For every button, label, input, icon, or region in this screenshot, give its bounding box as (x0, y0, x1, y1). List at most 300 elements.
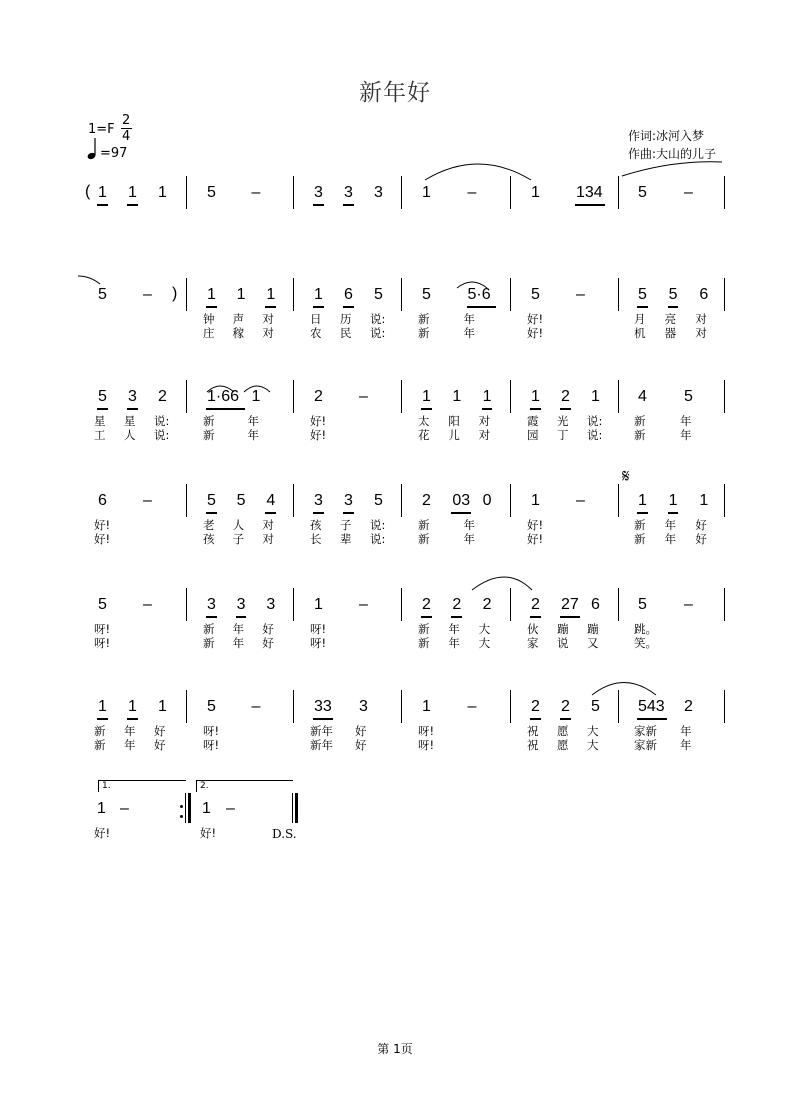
lyric-verse-2: 好! (527, 326, 544, 340)
lyric-verse-1: 新 (418, 518, 430, 532)
beam-underline (530, 616, 541, 618)
lyric-verse-1: 呀! (203, 724, 220, 738)
beam-underline (236, 616, 247, 618)
note: 5 (531, 286, 540, 303)
lyric-verse-2: 说: (154, 428, 170, 442)
barline (510, 690, 511, 723)
lyric-verse-1: 声 (232, 312, 245, 326)
note: 2 (531, 596, 540, 613)
note: 1 (531, 184, 540, 201)
note: 5 (422, 286, 431, 303)
lyric-verse-1: 年 (448, 622, 460, 636)
lyric-verse-2: 说: (370, 326, 386, 340)
lyric-verse-1: 呀! (418, 724, 435, 738)
lyric-verse-1: 好! (527, 312, 544, 326)
lyric-verse-2: 新 (418, 326, 430, 340)
note: 2 (422, 596, 431, 613)
lyric-verse-1: 亮 (664, 312, 677, 326)
beam-underline (313, 306, 324, 308)
note: 5 (207, 184, 216, 201)
ending-1-bracket (98, 780, 186, 781)
lyric-verse-2: 说: (370, 532, 386, 546)
quarter-note-icon (87, 137, 99, 161)
lyric-verse-1: 家新 (634, 724, 657, 738)
beam-underline (575, 204, 605, 206)
ending-2-note: 1 (202, 800, 211, 817)
lyric-verse-2: 对 (478, 428, 491, 442)
segno-icon: 𝄋 (622, 466, 630, 487)
beam-underline (451, 512, 471, 514)
barline (724, 588, 725, 621)
beam-underline (265, 306, 276, 308)
lyric-verse-1: 大 (478, 622, 491, 636)
lyric-verse-1: 人 (232, 518, 245, 532)
beam-underline (668, 306, 679, 308)
note: 5 (638, 184, 647, 201)
barline (293, 380, 294, 413)
lyric-verse-2: 工 (94, 428, 106, 442)
barline (618, 176, 619, 209)
lyric-verse-1: 年 (232, 622, 245, 636)
barline (724, 176, 725, 209)
lyric-verse-1: 老 (203, 518, 215, 532)
lyric-verse-1: 呀! (94, 622, 111, 636)
page-number: 第 1页 (377, 1042, 413, 1056)
beam-underline (530, 408, 541, 410)
slur (622, 162, 722, 176)
note: 1 (128, 698, 137, 715)
beam-underline (467, 306, 497, 308)
lyric-verse-2: 好 (695, 532, 707, 546)
lyric-verse-1: 月 (634, 312, 646, 326)
slur (472, 577, 532, 590)
lyric-verse-2: 新 (203, 428, 215, 442)
repeat-dot (180, 815, 183, 818)
lyric-verse-1: 好 (355, 724, 367, 738)
beam-underline (451, 616, 462, 618)
beam-underline (206, 616, 217, 618)
lyric-verse-2: 对 (262, 326, 274, 340)
ending-2-lyric: 好! (200, 826, 217, 840)
lyric-verse-2: 呀! (310, 636, 327, 650)
note: 1 (128, 184, 137, 201)
lyric-verse-1: 新年 (310, 724, 333, 738)
barline (293, 278, 294, 311)
lyric-verse-2: 呀! (94, 636, 111, 650)
note: 1 (531, 492, 540, 509)
beam-underline (482, 408, 493, 410)
beam-underline (313, 204, 324, 206)
lyric-verse-1: 说: (370, 518, 386, 532)
beam-underline (127, 204, 138, 206)
lyric-verse-1: 霞 (527, 414, 539, 428)
lyric-verse-2: 年 (680, 428, 692, 442)
note: – (467, 698, 477, 715)
lyric-verse-1: 好! (94, 518, 111, 532)
lyric-verse-2: 新 (418, 532, 430, 546)
barline (618, 588, 619, 621)
lyric-verse-2: 家新 (634, 738, 657, 752)
lyric-verse-1: 年 (664, 518, 677, 532)
barline (401, 690, 402, 723)
barline (724, 484, 725, 517)
lyric-verse-1: 说: (370, 312, 386, 326)
note: 2 (561, 698, 570, 715)
beam-underline (637, 718, 667, 720)
barline (186, 588, 187, 621)
lyric-verse-1: 蹦 (557, 622, 569, 636)
barline (293, 176, 294, 209)
lyric-verse-1: 跳。 (634, 622, 657, 636)
note: 1 (699, 492, 709, 509)
note: 1 (668, 492, 678, 509)
lyric-verse-2: 好! (527, 532, 544, 546)
note: 543 (638, 698, 665, 715)
lyric-verse-2: 新 (634, 532, 646, 546)
lyric-verse-2: 年 (232, 636, 245, 650)
note: 1 (482, 388, 492, 405)
lyric-verse-1: 新 (418, 622, 430, 636)
barline (186, 176, 187, 209)
lyric-verse-2: 说 (557, 636, 569, 650)
note: 2 (531, 698, 540, 715)
barline (618, 690, 619, 723)
note: 2 (314, 388, 323, 405)
lyric-verse-1: 说: (154, 414, 170, 428)
lyric-verse-1: 好! (527, 518, 544, 532)
note: 6 (344, 286, 353, 303)
beam-underline (560, 718, 571, 720)
lyric-verse-2: 祝 (527, 738, 539, 752)
beam-underline (530, 718, 541, 720)
note: 1 (638, 492, 647, 509)
lyric-verse-2: 机 (634, 326, 646, 340)
note: – (576, 492, 585, 509)
note: 3 (314, 492, 323, 509)
note: 2 (561, 388, 570, 405)
barline (401, 176, 402, 209)
repeat-thick-bar (188, 793, 191, 823)
lyric-verse-1: 星 (124, 414, 136, 428)
note: 5 (638, 596, 647, 613)
lyric-verse-2: 呀! (203, 738, 220, 752)
lyric-verse-2: 大 (478, 636, 491, 650)
song-title: 新年好 (359, 80, 431, 106)
key-signature: 1=F (88, 122, 115, 137)
beam-underline (97, 718, 108, 720)
barline (186, 380, 187, 413)
lyric-verse-2: 丁 (557, 428, 569, 442)
lyric-verse-1: 年 (680, 414, 692, 428)
note: 1 (452, 388, 462, 405)
note: 1 (98, 184, 107, 201)
note: – (359, 596, 368, 613)
note: 5 (207, 698, 216, 715)
beam-underline (421, 616, 432, 618)
barline (618, 278, 619, 311)
note: 1 (314, 286, 323, 303)
note: 03 (452, 492, 471, 509)
note: – (251, 184, 261, 201)
note: 1 (422, 698, 431, 715)
barline (293, 588, 294, 621)
note: – (251, 698, 261, 715)
note: 5 (98, 388, 107, 405)
lyric-verse-1: 好 (154, 724, 166, 738)
note: 4 (638, 388, 647, 405)
beam-underline (560, 616, 580, 618)
lyric-verse-1: 新 (634, 518, 646, 532)
note: 5 (98, 596, 107, 613)
ending-1-lyric: 好! (94, 826, 111, 840)
barline (293, 690, 294, 723)
lyric-verse-2: 又 (587, 636, 599, 650)
note: 2 (452, 596, 462, 613)
note: – (467, 184, 477, 201)
lyric-verse-1: 年 (247, 414, 259, 428)
lyric-verse-1: 新 (203, 414, 215, 428)
beam-underline (97, 204, 108, 206)
note: 1 (531, 388, 540, 405)
note: 1·66 (207, 388, 240, 405)
lyric-verse-1: 大 (587, 724, 599, 738)
lyric-verse-2: 新 (634, 428, 646, 442)
lyric-verse-1: 新 (418, 312, 430, 326)
lyric-verse-2: 新年 (310, 738, 333, 752)
lyric-verse-1: 新 (94, 724, 106, 738)
note: 5 (638, 286, 647, 303)
beam-underline (265, 512, 276, 514)
note: – (684, 184, 693, 201)
lyric-verse-2: 好! (94, 532, 111, 546)
note: 5 (236, 492, 246, 509)
note: 134 (576, 184, 603, 201)
lyric-verse-2: 年 (664, 532, 677, 546)
final-thick-bar (295, 793, 298, 823)
lyric-verse-1: 新 (634, 414, 646, 428)
lyric-verse-2: 好! (310, 428, 327, 442)
note: 0 (482, 492, 492, 509)
barline (186, 690, 187, 723)
lyric-verse-1: 对 (262, 518, 274, 532)
barline (510, 484, 511, 517)
lyric-verse-1: 子 (340, 518, 352, 532)
lyric-verse-2: 子 (232, 532, 245, 546)
lyric-verse-2: 年 (124, 738, 136, 752)
barline (401, 278, 402, 311)
ending-1-note: 1 (97, 800, 106, 817)
lyric-verse-1: 好 (262, 622, 274, 636)
note: 1 (422, 388, 431, 405)
lyric-verse-2: 家 (527, 636, 539, 650)
lyric-verse-2: 农 (310, 326, 322, 340)
lyric-verse-2: 大 (587, 738, 599, 752)
beam-underline (343, 306, 354, 308)
lyric-verse-1: 光 (557, 414, 569, 428)
lyric-verse-1: 日 (310, 312, 322, 326)
barline (510, 380, 511, 413)
note: 1 (314, 596, 323, 613)
note: 1 (266, 286, 276, 303)
note: – (143, 492, 152, 509)
lyric-verse-1: 好! (310, 414, 327, 428)
note: 3 (236, 596, 246, 613)
barline (510, 588, 511, 621)
lyric-verse-2: 庄 (203, 326, 215, 340)
barline (724, 380, 725, 413)
repeat-dot (180, 805, 183, 808)
final-thin-bar (292, 793, 293, 823)
lyricist-credit: 作词:冰河入梦 (628, 129, 705, 143)
lyric-verse-2: 新 (418, 636, 430, 650)
lyric-verse-1: 新 (203, 622, 215, 636)
lyric-verse-1: 祝 (527, 724, 539, 738)
note: 1 (158, 184, 167, 201)
slur (425, 164, 531, 180)
ending-2-label: 2. (200, 781, 209, 791)
beam-underline (421, 408, 432, 410)
note: 3 (266, 596, 276, 613)
beam-underline (206, 512, 217, 514)
note: 5 (98, 286, 107, 303)
lyric-verse-2: 年 (463, 532, 475, 546)
note: – (359, 388, 368, 405)
note: 1 (251, 388, 261, 405)
time-signature-top: 2 (122, 113, 131, 128)
lyric-verse-1: 历 (340, 312, 352, 326)
lyric-verse-1: 愿 (557, 724, 569, 738)
lyric-verse-2: 对 (262, 532, 274, 546)
note: 4 (266, 492, 276, 509)
beam-underline (313, 718, 333, 720)
note: 6 (591, 596, 600, 613)
lyric-verse-1: 蹦 (587, 622, 599, 636)
note: 2 (422, 492, 431, 509)
lyric-verse-2: 新 (203, 636, 215, 650)
note: 3 (344, 184, 353, 201)
lyric-verse-1: 呀! (310, 622, 327, 636)
lyric-verse-1: 对 (695, 312, 707, 326)
lyric-verse-2: 新 (94, 738, 106, 752)
lyric-verse-2: 园 (527, 428, 539, 442)
barline (401, 484, 402, 517)
barline (186, 484, 187, 517)
beam-underline (668, 512, 679, 514)
note: 3 (207, 596, 216, 613)
beam-underline (127, 718, 138, 720)
lyric-verse-2: 年 (448, 636, 460, 650)
lyric-verse-2: 笑。 (634, 636, 657, 650)
barline (510, 278, 511, 311)
lyric-verse-1: 伙 (527, 622, 539, 636)
ending-2-bracket (196, 780, 293, 781)
beam-underline (127, 408, 138, 410)
note: 5 (668, 286, 678, 303)
note: 1 (207, 286, 216, 303)
slur (592, 683, 656, 696)
ending-2-bracket-left (196, 780, 197, 792)
open-paren: ( (85, 183, 91, 200)
lyric-verse-2: 辈 (340, 532, 352, 546)
lyric-verse-1: 对 (478, 414, 491, 428)
note: 3 (314, 184, 323, 201)
lyric-verse-1: 星 (94, 414, 106, 428)
note: 27 (561, 596, 579, 613)
beam-underline (206, 408, 245, 410)
note: 1 (158, 698, 167, 715)
close-paren: ) (172, 285, 178, 302)
lyric-verse-2: 年 (680, 738, 692, 752)
note: 3 (374, 184, 383, 201)
lyric-verse-1: 阳 (448, 414, 460, 428)
note: 5·6 (467, 286, 491, 303)
note: 2 (684, 698, 693, 715)
repeat-thin-bar (185, 793, 186, 823)
lyric-verse-2: 人 (124, 428, 136, 442)
lyric-verse-2: 儿 (448, 428, 460, 442)
beam-underline (637, 306, 648, 308)
barline (724, 690, 725, 723)
ending-1-bracket-left (98, 780, 99, 792)
note: 1 (236, 286, 246, 303)
lyric-verse-2: 说: (587, 428, 603, 442)
beam-underline (560, 408, 571, 410)
slur (78, 276, 100, 284)
note: 1 (98, 698, 107, 715)
ending-1-label: 1. (102, 781, 111, 791)
barline (401, 380, 402, 413)
lyric-verse-2: 好 (262, 636, 274, 650)
lyric-verse-1: 年 (463, 312, 475, 326)
lyric-verse-1: 对 (262, 312, 274, 326)
barline (618, 380, 619, 413)
beam-underline (637, 512, 648, 514)
note: 1 (591, 388, 600, 405)
dal-segno-marking: D.S. (272, 827, 297, 841)
composer-credit: 作曲:大山的儿子 (628, 147, 717, 161)
lyric-verse-2: 对 (695, 326, 707, 340)
lyric-verse-1: 说: (587, 414, 603, 428)
beam-underline (313, 512, 324, 514)
beam-underline (97, 408, 108, 410)
lyric-verse-1: 钟 (203, 312, 215, 326)
note: 5 (684, 388, 693, 405)
lyric-verse-1: 年 (680, 724, 692, 738)
note: 5 (374, 286, 383, 303)
note: 5 (374, 492, 383, 509)
note: – (143, 596, 152, 613)
lyric-verse-1: 年 (463, 518, 475, 532)
lyric-verse-2: 好 (154, 738, 166, 752)
note: 6 (699, 286, 709, 303)
note: – (143, 286, 152, 303)
time-signature-bottom: 4 (122, 129, 131, 144)
lyric-verse-1: 太 (418, 414, 430, 428)
note: 5 (591, 698, 600, 715)
lyric-verse-2: 呀! (418, 738, 435, 752)
lyric-verse-1: 年 (124, 724, 136, 738)
barline (618, 484, 619, 517)
lyric-verse-1: 好 (695, 518, 707, 532)
beam-underline (206, 306, 217, 308)
note: 6 (98, 492, 107, 509)
note: 1 (422, 184, 431, 201)
note: 33 (314, 698, 332, 715)
lyric-verse-2: 年 (463, 326, 475, 340)
lyric-verse-2: 器 (664, 326, 677, 340)
beam-underline (343, 204, 354, 206)
barline (186, 278, 187, 311)
